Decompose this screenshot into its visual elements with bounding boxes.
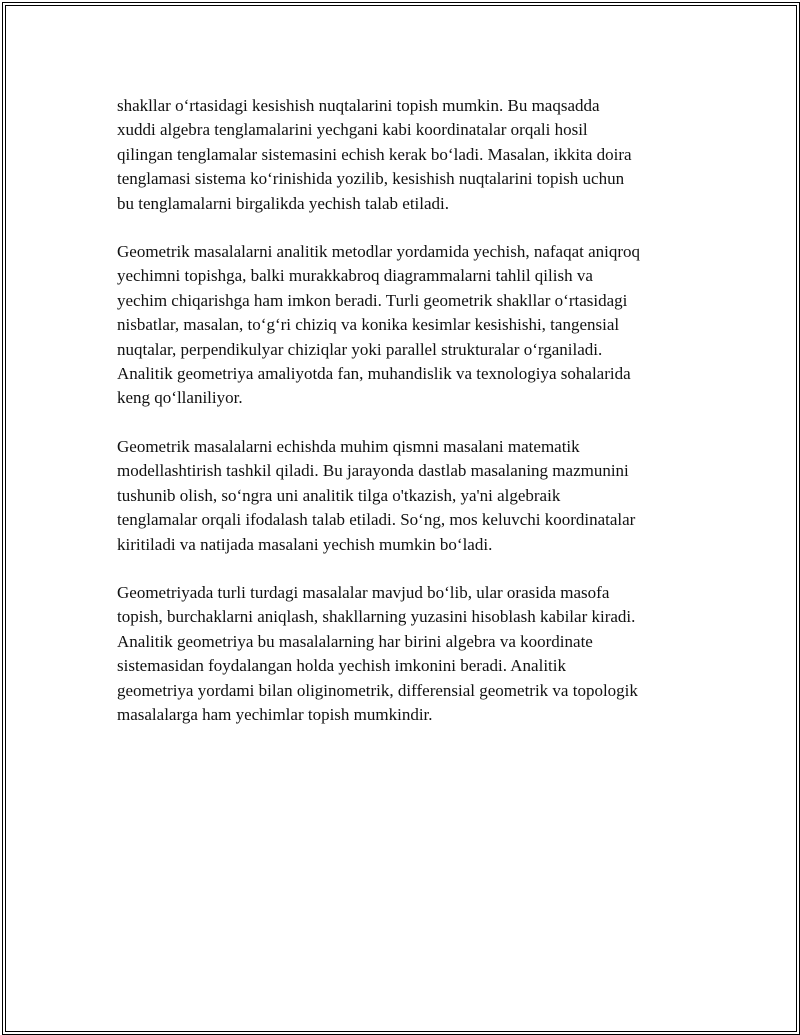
text-line: nuqtalar, perpendikulyar chiziqlar yoki parallel strukturalar o‘rganiladi. <box>117 339 603 359</box>
text-line: qilingan tenglamalar sistemasini echish kerak bo‘ladi. Masalan, ikkita doira <box>117 144 632 164</box>
paragraph-1 <box>117 94 697 216</box>
text-line: kiritiladi va natijada masalani yechish mumkin bo‘ladi. <box>117 534 493 554</box>
text-line: tenglamalar orqali ifodalash talab etiladi. So‘ng, mos keluvchi koordinatalar <box>117 510 636 530</box>
text-line: Geometriyada turli turdagi masalalar mavjud bo‘lib, ular orasida masofa <box>117 582 610 602</box>
text-line: tushunib olish, so‘ngra uni analitik tilga o'tkazish, ya'ni algebraik <box>117 485 561 505</box>
paragraph-3 <box>117 435 697 557</box>
text-line: sistemasidan foydalangan holda yechish imkonini beradi. Analitik <box>117 656 566 676</box>
text-line: masalalarga ham yechimlar topish mumkindir. <box>117 704 433 724</box>
text-line: modellashtirish tashkil qiladi. Bu jarayonda dastlab masalaning mazmunini <box>117 461 629 481</box>
text-line: keng qo‘llaniliyor. <box>117 388 243 408</box>
text-line: Analitik geometriya amaliyotda fan, muhandislik va texnologiya sohalarida <box>117 364 631 384</box>
text-line: nisbatlar, masalan, to‘g‘ri chiziq va konika kesimlar kesishishi, tangensial <box>117 315 620 335</box>
paragraph-4 <box>117 581 697 727</box>
text-line: tenglamasi sistema ko‘rinishida yozilib, kesishish nuqtalarini topish uchun <box>117 169 625 189</box>
text-line: shakllar o‘rtasidagi kesishish nuqtalarini topish mumkin. Bu maqsadda <box>117 96 600 115</box>
text-line: Geometrik masalalarni analitik metodlar yordamida yechish, nafaqat aniqroq <box>117 242 641 262</box>
text-line: Analitik geometriya bu masalalarning har birini algebra va koordinate <box>117 631 593 651</box>
document-body <box>117 94 697 751</box>
text-line: Geometrik masalalarni echishda muhim qismni masalani matematik <box>117 436 580 456</box>
paragraph-2 <box>117 240 697 411</box>
text-line: geometriya yordami bilan oliginometrik, differensial geometrik va topologik <box>117 680 638 700</box>
text-line: topish, burchaklarni aniqlash, shakllarning yuzasini hisoblash kabilar kiradi. <box>117 607 636 627</box>
text-line: bu tenglamalarni birgalikda yechish talab etiladi. <box>117 193 450 213</box>
text-line: yechimni topishga, balki murakkabroq diagrammalarni tahlil qilish va <box>117 266 593 286</box>
text-line: xuddi algebra tenglamalarini yechgani kabi koordinatalar orqali hosil <box>117 120 588 140</box>
text-line: yechim chiqarishga ham imkon beradi. Turli geometrik shakllar o‘rtasidagi <box>117 290 628 310</box>
